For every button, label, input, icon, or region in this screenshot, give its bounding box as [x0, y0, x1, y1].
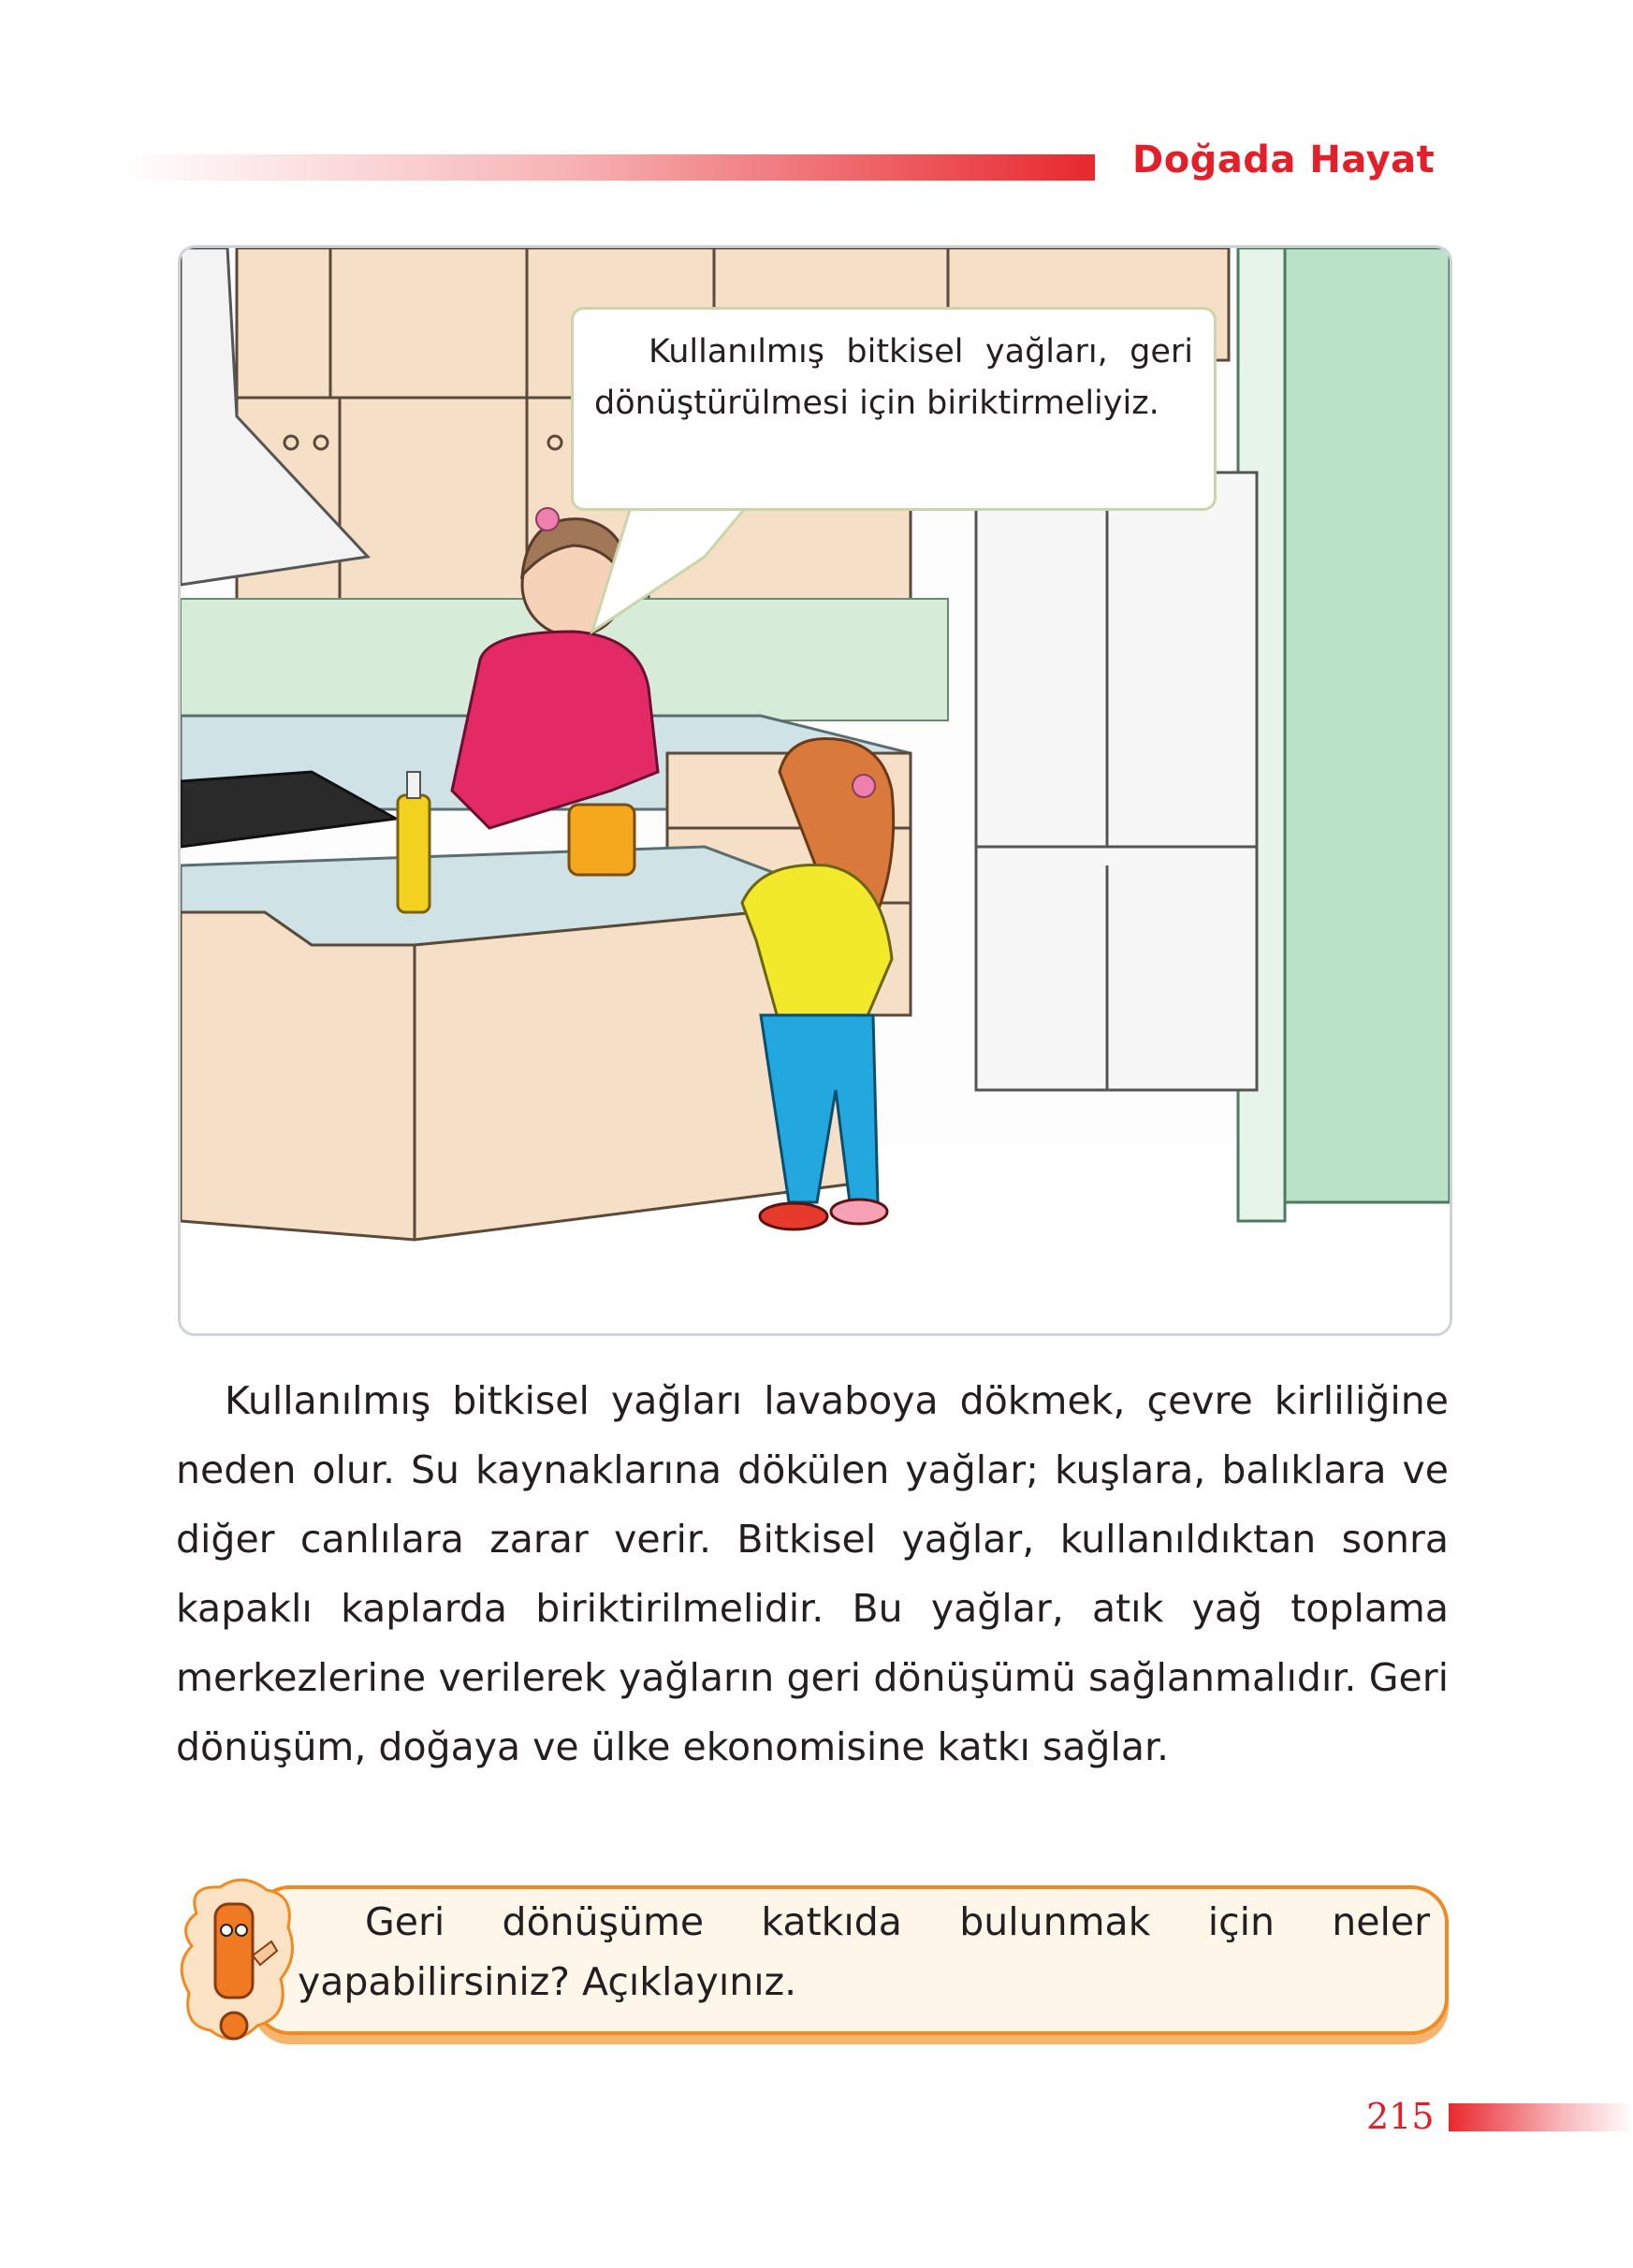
- page-number: 215: [1366, 2096, 1435, 2137]
- header-gradient-bar: [122, 154, 1095, 181]
- question-text-block: [298, 1892, 1430, 2012]
- body-paragraph-text: Kullanılmış bitkisel yağları lavaboya dökmek, çevre kirliliğine neden olur. Su kaynaklarına dökülen yağlar; kuşlara, balıklara ve diğer canlılara zarar verir. Bitkisel yağlar, kullanıldıktan sonra kapaklı kaplarda biriktirilmelidir. Bu yağlar, atık yağ toplama merkezlerine verilerek yağların geri dönüşümü sağlanmalıdır. Geri dönüşüm, doğaya ve ülke ekonomisine katkı sağlar.: [176, 1378, 1449, 1769]
- speech-bubble: [571, 307, 1217, 511]
- section-title: Doğada Hayat: [1132, 138, 1436, 182]
- body-paragraph: [176, 1366, 1449, 1781]
- girl-shoe-left: [760, 1203, 827, 1229]
- jar: [569, 805, 634, 875]
- oil-bottle: [398, 795, 430, 912]
- footer-gradient-bar: [1449, 2103, 1633, 2131]
- question-text: Geri dönüşüme katkıda bulunmak için neler yapabilirsiniz? Açıklayınız.: [298, 1899, 1430, 2004]
- exclamation-mascot-icon: [178, 1876, 299, 2054]
- girl-shoe-right: [831, 1199, 887, 1224]
- refrigerator: [976, 472, 1257, 1090]
- green-wall: [1285, 248, 1450, 1202]
- speech-bubble-text: Kullanılmış bitkisel yağları, geri dönüştürülmesi için biriktirmeliyiz.: [594, 333, 1193, 422]
- island-base: [181, 903, 854, 1240]
